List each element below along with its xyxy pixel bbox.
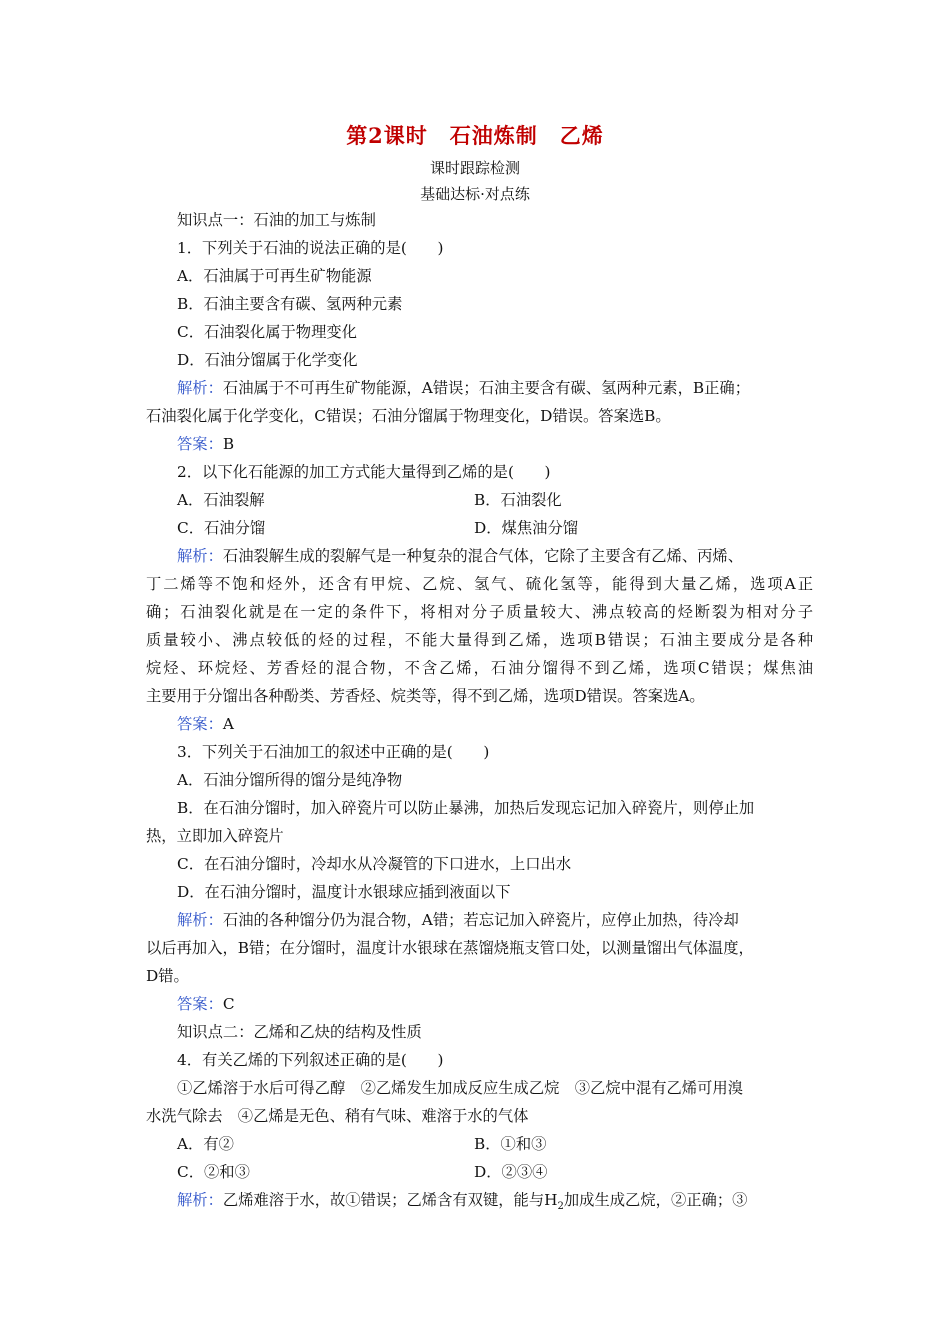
q3-option-b-line-1: B．在石油分馏时，加入碎瓷片可以防止暴沸，加热后发现忘记加入碎瓷片，则停止加 (177, 799, 755, 817)
q2-analysis-line-6: 主要用于分馏出各种酚类、芳香烃、烷类等，得不到乙烯，选项D错误。答案选A。 (146, 687, 705, 705)
answer-label: 答案： (177, 715, 223, 733)
q2-analysis-line-4: 质量较小、沸点较低的烃的过程，不能大量得到乙烯，选项B错误；石油主要成分是各种 (146, 631, 813, 649)
q3-analysis-line-3: D错。 (146, 967, 189, 985)
analysis-label: 解析： (177, 1191, 223, 1209)
q4-option-c: C．②和③ (177, 1163, 250, 1181)
q3-analysis-line-2: 以后再加入，B错；在分馏时，温度计水银球在蒸馏烧瓶支管口处，以测量馏出气体温度， (146, 939, 754, 957)
question-2-stem: 2．以下化石能源的加工方式能大量得到乙烯的是( ) (177, 463, 551, 481)
analysis-label: 解析： (177, 911, 223, 929)
q2-answer: 答案：A (177, 715, 234, 733)
q3-option-a: A．石油分馏所得的馏分是纯净物 (177, 771, 403, 789)
answer-label: 答案： (177, 435, 223, 453)
q3-option-d: D．在石油分馏时，温度计水银球应插到液面以下 (177, 883, 511, 901)
q4-analysis-line-1: 解析：乙烯难溶于水，故①错误；乙烯含有双键，能与$H_2$加成生成乙烷，②正确；③ (177, 1191, 748, 1213)
q2-analysis-line-5: 烷烃、环烷烃、芳香烃的混合物，不含乙烯，石油分馏得不到乙烯，选项C错误；煤焦油 (146, 659, 813, 677)
q3-analysis-line-1: 解析：石油的各种馏分仍为混合物，A错；若忘记加入碎瓷片，应停止加热，待冷却 (177, 911, 739, 929)
knowledge-point-heading: 知识点一：石油的加工与炼制 (177, 211, 376, 229)
section-heading: 基础达标·对点练 (420, 185, 530, 203)
q1-analysis-line-2: 石油裂化属于化学变化，C错误；石油分馏属于物理变化，D错误。答案选B。 (146, 407, 671, 425)
question-4-stem: 4．有关乙烯的下列叙述正确的是( ) (177, 1051, 444, 1069)
q4-option-d: D．②③④ (474, 1163, 548, 1181)
q3-answer: 答案：C (177, 995, 235, 1013)
q1-option-b: B．石油主要含有碳、氢两种元素 (177, 295, 403, 313)
q2-analysis-line-1: 解析：石油裂解生成的裂解气是一种复杂的混合气体，它除了主要含有乙烯、丙烯、 (177, 547, 744, 565)
q2-analysis-line-3: 确；石油裂化就是在一定的条件下，将相对分子质量较大、沸点较高的烃断裂为相对分子 (146, 603, 813, 621)
knowledge-point-heading: 知识点二：乙烯和乙炔的结构及性质 (177, 1023, 422, 1041)
analysis-label: 解析： (177, 547, 223, 565)
q1-option-d: D．石油分馏属于化学变化 (177, 351, 358, 369)
question-1-stem: 1．下列关于石油的说法正确的是( ) (177, 239, 444, 257)
q2-option-a: A．石油裂解 (177, 491, 265, 509)
q2-analysis-line-2: 丁二烯等不饱和烃外，还含有甲烷、乙烷、氢气、硫化氢等，能得到大量乙烯，选项A正 (146, 575, 813, 593)
answer-label: 答案： (177, 995, 223, 1013)
question-3-stem: 3．下列关于石油加工的叙述中正确的是( ) (177, 743, 490, 761)
q2-option-c: C．石油分馏 (177, 519, 266, 537)
q3-option-c: C．在石油分馏时，冷却水从冷凝管的下口进水，上口出水 (177, 855, 572, 873)
q4-items-line-2: 水洗气除去 ④乙烯是无色、稍有气味、难溶于水的气体 (146, 1107, 529, 1125)
q3-option-b-line-2: 热，立即加入碎瓷片 (146, 827, 284, 845)
q1-analysis-line-1: 解析：石油属于不可再生矿物能源，A错误；石油主要含有碳、氢两种元素，B正确； (177, 379, 750, 397)
lesson-subtitle: 课时跟踪检测 (429, 159, 520, 177)
q4-option-b: B．①和③ (474, 1135, 547, 1153)
q1-option-a: A．石油属于可再生矿物能源 (177, 267, 372, 285)
q4-option-a: A．有② (177, 1135, 234, 1153)
analysis-label: 解析： (177, 379, 223, 397)
q1-option-c: C．石油裂化属于物理变化 (177, 323, 357, 341)
q2-option-d: D．煤焦油分馏 (474, 519, 579, 537)
lesson-title: 第2课时 石油炼制 乙烯 (346, 123, 604, 148)
q4-items-line-1: ①乙烯溶于水后可得乙醇 ②乙烯发生加成反应生成乙烷 ③乙烷中混有乙烯可用溴 (177, 1079, 743, 1097)
q2-option-b: B．石油裂化 (474, 491, 562, 509)
q1-answer: 答案：B (177, 435, 235, 453)
